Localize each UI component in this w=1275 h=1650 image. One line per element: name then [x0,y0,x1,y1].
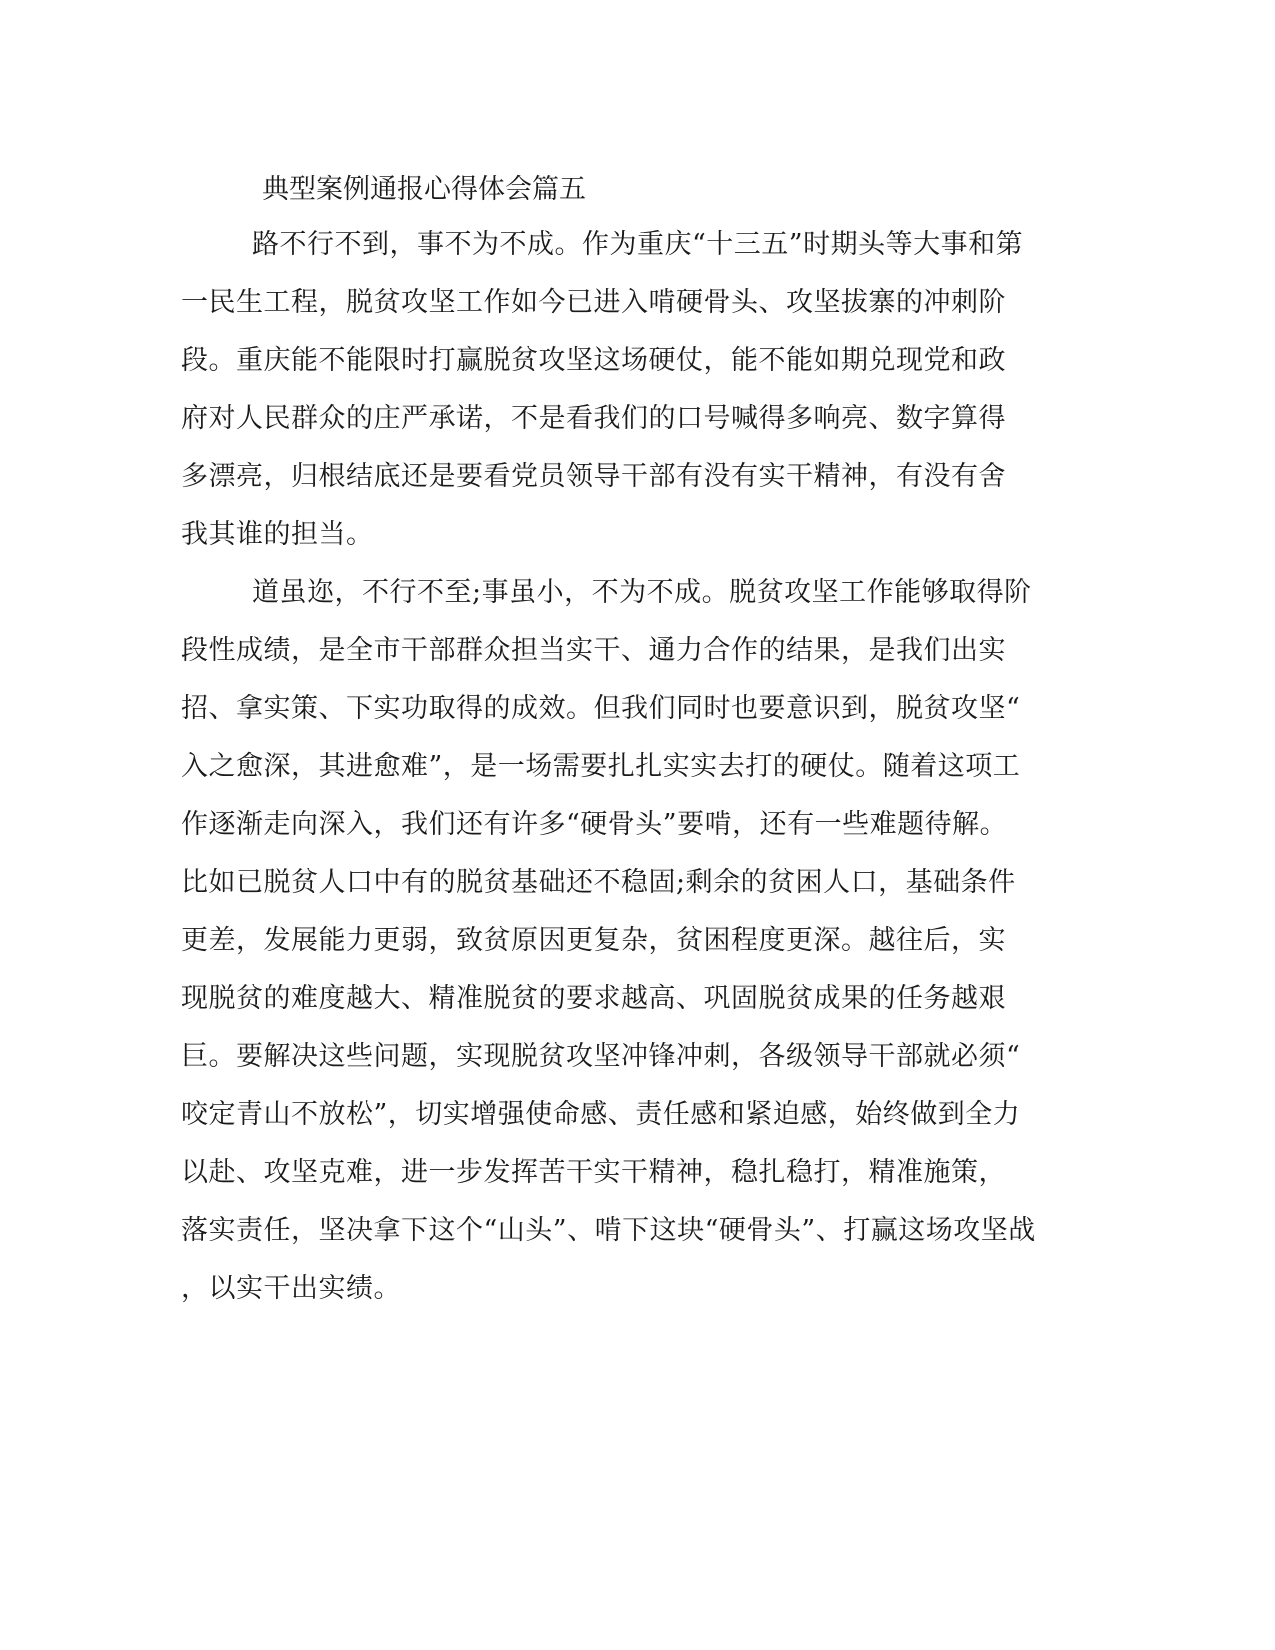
paragraph-2-line: 作逐渐走向深入，我们还有许多“硬骨头”要啃，还有一些难题待解。 [181,809,1008,840]
paragraph-1-line: 府对人民群众的庄严承诺，不是看我们的口号喊得多响亮、数字算得 [181,403,1006,434]
paragraph-2-line: 咬定青山不放松”，切实增强使命感、责任感和紧迫感，始终做到全力 [181,1099,1021,1130]
paragraph-2-line: ，以实干出实绩。 [181,1273,401,1304]
paragraph-2-line: 以赴、攻坚克难，进一步发挥苦干实干精神，稳扎稳打，精准施策， [181,1157,1006,1188]
document-title: 典型案例通报心得体会篇五 [262,174,586,205]
paragraph-2-line: 落实责任，坚决拿下这个“山头”、啃下这块“硬骨头”、打赢这场攻坚战 [181,1215,1036,1246]
paragraph-2-line: 入之愈深，其进愈难”，是一场需要扎扎实实去打的硬仗。随着这项工 [181,751,1021,782]
paragraph-2-line: 巨。要解决这些问题，实现脱贫攻坚冲锋冲刺，各级领导干部就必须“ [181,1041,1021,1072]
paragraph-2-line: 段性成绩，是全市干部群众担当实干、通力合作的结果，是我们出实 [181,635,1006,666]
paragraph-1-line: 多漂亮，归根结底还是要看党员领导干部有没有实干精神，有没有舍 [181,461,1006,492]
paragraph-2-line: 现脱贫的难度越大、精准脱贫的要求越高、巩固脱贫成果的任务越艰 [181,983,1006,1014]
paragraph-2-line: 更差，发展能力更弱，致贫原因更复杂，贫困程度更深。越往后，实 [181,925,1006,956]
paragraph-1-line: 路不行不到，事不为不成。作为重庆“十三五”时期头等大事和第 [252,229,1024,260]
paragraph-1-line: 一民生工程，脱贫攻坚工作如今已进入啃硬骨头、攻坚拔寨的冲刺阶 [181,287,1006,318]
paragraph-2-line: 道虽迩，不行不至;事虽小，不为不成。脱贫攻坚工作能够取得阶 [252,577,1032,608]
paragraph-1-line: 段。重庆能不能限时打赢脱贫攻坚这场硬仗，能不能如期兑现党和政 [181,345,1006,376]
paragraph-2-line: 招、拿实策、下实功取得的成效。但我们同时也要意识到，脱贫攻坚“ [181,693,1021,724]
paragraph-1-line: 我其谁的担当。 [181,519,374,550]
paragraph-2-line: 比如已脱贫人口中有的脱贫基础还不稳固;剩余的贫困人口，基础条件 [181,867,1016,898]
